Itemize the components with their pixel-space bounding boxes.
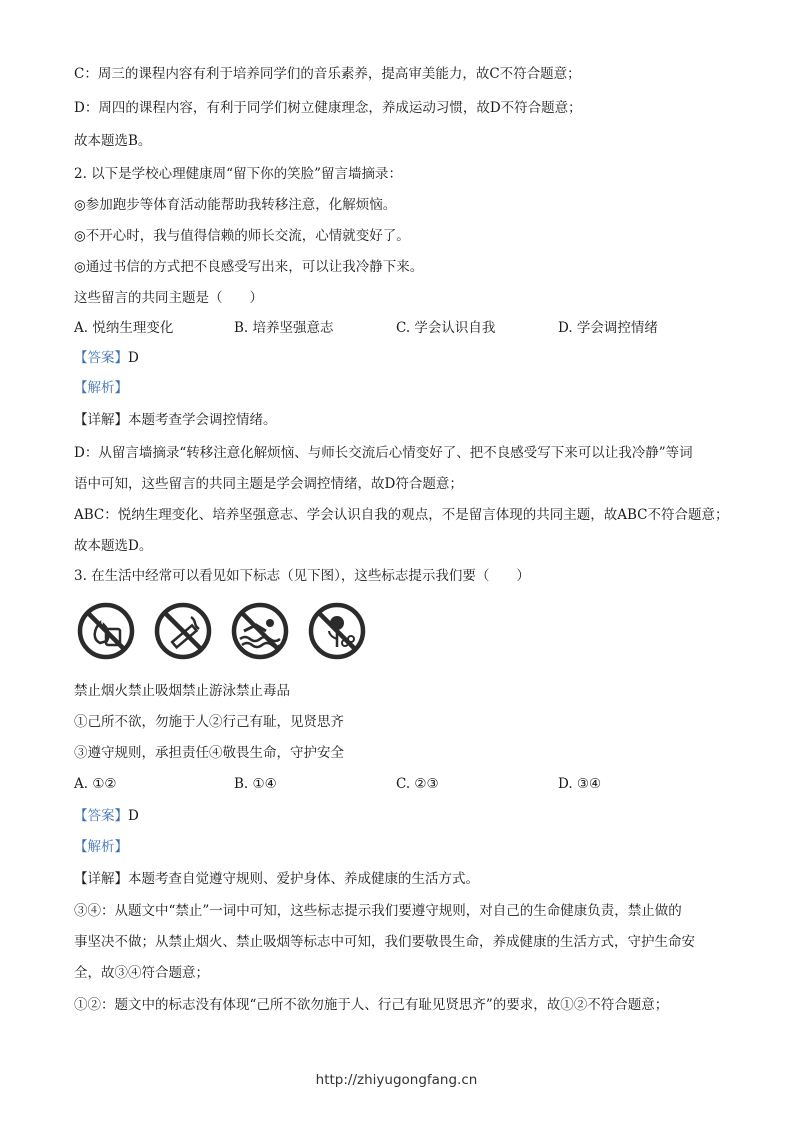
q3-items-2: ③遵守规则，承担责任④敬畏生命，守护安全 (74, 745, 344, 761)
q2-message-2: ◎不开心时，我与值得信赖的师长交流，心情就变好了。 (74, 228, 410, 244)
footer-url[interactable]: http://zhiyugongfang.cn (315, 1072, 478, 1088)
q2-options (74, 318, 724, 338)
answer-value: D (128, 350, 139, 366)
q2-option-a: A. 悦纳生理变化 (74, 320, 174, 336)
q3-options (74, 774, 724, 794)
q3-option-d: D. ③④ (558, 776, 602, 792)
analysis-tag: 【解析】 (74, 380, 128, 396)
q1-conclusion: 故本题选B。 (74, 133, 152, 149)
q2-option-d: D. 学会调控情绪 (558, 320, 658, 336)
q3-explanation-3: 全，故③④符合题意； (74, 965, 209, 981)
answer-tag: 【答案】 (74, 350, 128, 366)
q3-option-a: A. ①② (74, 776, 117, 792)
q3-option-c: C. ②③ (396, 776, 439, 792)
q3-answer (74, 806, 724, 826)
answer-tag: 【答案】 (74, 808, 128, 824)
q2-message-1: ◎参加跑步等体育活动能帮助我转移注意，化解烦恼。 (74, 197, 397, 213)
q2-option-c: C. 学会认识自我 (396, 320, 496, 336)
q2-message-3: ◎通过书信的方式把不良感受写出来，可以让我冷静下来。 (74, 259, 424, 275)
q3-detail (74, 869, 724, 889)
signs-caption: 禁止烟火禁止吸烟禁止游泳禁止毒品 (74, 683, 290, 699)
q3-explanation-1: ③④：从题文中“禁止”一词中可知，这些标志提示我们要遵守规则，对自己的生命健康负责，禁止做的 (74, 903, 682, 919)
detail-tag: 【详解】 (74, 412, 128, 428)
q2-question: 这些留言的共同主题是（ ） (74, 290, 263, 306)
prohibition-signs (74, 601, 374, 665)
q3-stem: 3. 在生活中经常可以看见如下标志（见下图），这些标志提示我们要（ ） (74, 568, 530, 584)
q3-items-1: ①己所不欲，勿施于人②行己有耻，见贤思齐 (74, 714, 344, 730)
detail-text: 本题考查学会调控情绪。 (128, 412, 277, 428)
detail-tag: 【详解】 (74, 871, 128, 887)
q2-option-b: B. 培养坚强意志 (234, 320, 334, 336)
option-d-explanation: D：周四的课程内容，有利于同学们树立健康理念，养成运动习惯，故D不符合题意； (74, 100, 582, 116)
analysis-tag: 【解析】 (74, 839, 128, 855)
q2-stem: 2. 以下是学校心理健康周“留下你的笑脸”留言墙摘录： (74, 166, 402, 182)
q2-explanation-2: 语中可知，这些留言的共同主题是学会调控情绪，故D符合题意； (74, 476, 463, 492)
q3-analysis-tag (74, 837, 724, 857)
q2-conclusion: 故本题选D。 (74, 538, 153, 554)
no-drugs-sign-icon (307, 601, 367, 661)
q2-explanation-1: D：从留言墙摘录“转移注意化解烦恼、与师长交流后心情变好了、把不良感受写下来可以让我冷静”等词 (74, 445, 693, 461)
no-smoking-sign-icon (153, 601, 213, 661)
q3-option-b: B. ①④ (234, 776, 277, 792)
no-swimming-sign-icon (230, 601, 290, 661)
q2-detail (74, 410, 724, 430)
q3-explanation-2: 事坚决不做；从禁止烟火、禁止吸烟等标志中可知，我们要敬畏生命，养成健康的生活方式，守护生命安 (74, 934, 695, 950)
option-c-explanation: C：周三的课程内容有利于培养同学们的音乐素养，提高审美能力，故C不符合题意； (74, 66, 581, 82)
q3-explanation-4: ①②：题文中的标志没有体现“己所不欲勿施于人、行己有耻见贤思齐”的要求，故①②不符合题意； (74, 997, 669, 1013)
answer-value: D (128, 808, 139, 824)
detail-text: 本题考查自觉遵守规则、爱护身体、养成健康的生活方式。 (128, 871, 479, 887)
no-fire-sign-icon (76, 601, 136, 661)
q2-explanation-3: ABC：悦纳生理变化、培养坚强意志、学会认识自我的观点，不是留言体现的共同主题，故ABC不符合题意； (74, 507, 729, 523)
q2-analysis-tag (74, 378, 724, 398)
q2-answer (74, 348, 724, 368)
